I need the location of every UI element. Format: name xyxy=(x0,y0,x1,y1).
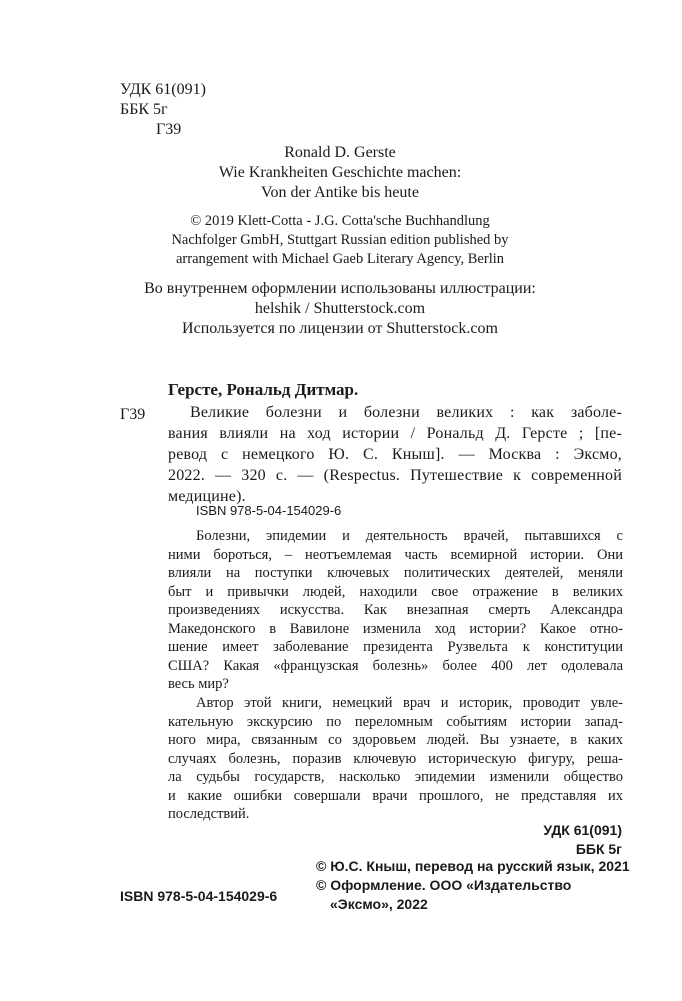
translation-copyright: © Ю.С. Кныш, перевод на русский язык, 2021 xyxy=(316,858,630,874)
bibliographic-author-heading: Герсте, Рональд Дитмар. xyxy=(168,380,359,399)
bbk-code-right: ББК 5г xyxy=(575,841,622,857)
annotation-paragraph-1 xyxy=(168,527,623,694)
annotation-line: произведениях искусства. Как внезапная смерть Александра xyxy=(168,602,623,618)
annotation-line: быт и привычки людей, находили свое отражение в великих xyxy=(168,583,623,600)
annotation-line: влияли на поступки ключевых политических деятелей, меняли xyxy=(168,565,623,581)
bibliographic-description xyxy=(168,402,622,507)
annotation-line: случаях болезнь, поразив ключевую историческую фигуру, реша- xyxy=(168,750,623,767)
annotation-line: весь мир? xyxy=(168,676,229,692)
annotation-line: последствий. xyxy=(168,806,250,822)
annotation-paragraph-2 xyxy=(168,694,623,824)
bibliographic-isbn: ISBN 978-5-04-154029-6 xyxy=(196,503,342,518)
original-title-line2: Von der Antike bis heute xyxy=(261,184,419,201)
annotation-line: кательную экскурсию по переломным событиям истории запад- xyxy=(168,713,623,730)
illustrations-line2: helshik / Shutterstock.com xyxy=(254,300,426,317)
copyright-line1: © 2019 Klett-Cotta - J.G. Cotta'sche Buchhandlung xyxy=(190,213,490,229)
copyright-line3: arrangement with Michael Gaeb Literary Agency, Berlin xyxy=(176,251,504,267)
annotation-line: Болезни, эпидемии и деятельность врачей, пытавшихся с xyxy=(196,528,623,544)
copyright-line2: Nachfolger GmbH, Stuttgart Russian edition published by xyxy=(171,232,509,248)
isbn-bottom: ISBN 978-5-04-154029-6 xyxy=(120,888,278,904)
original-author: Ronald D. Gerste xyxy=(284,144,396,161)
design-copyright: © Оформление. ООО «Издательство xyxy=(316,877,572,893)
annotation-line: ла судьбы государств, насколько эпидемии изменили общество xyxy=(168,769,623,785)
author-mark: Г39 xyxy=(156,121,182,138)
illustrations-line1: Во внутреннем оформлении использованы иллюстрации: xyxy=(144,280,536,297)
annotation-line: и какие ошибки совершали врачи прошлого, не представляя их xyxy=(168,787,623,804)
illustrations-line3: Используется по лицензии от Shutterstock.com xyxy=(182,320,498,337)
annotation-line: Македонского в Вавилоне изменила ход истории? Какое отно- xyxy=(168,620,623,637)
bbk-code: ББК 5г xyxy=(120,101,168,118)
bibliographic-line: Великие болезни и болезни великих : как заболе- xyxy=(190,404,622,421)
annotation-line: США? Какая «французская болезнь» более 400 лет одолевала xyxy=(168,657,623,674)
bibliographic-line: вания влияли на ход истории / Рональд Д. Герсте ; [пе- xyxy=(168,425,622,442)
udk-code: УДК 61(091) xyxy=(120,81,206,98)
udk-code-right: УДК 61(091) xyxy=(543,822,622,838)
bibliographic-code: Г39 xyxy=(120,406,146,423)
original-title-line1: Wie Krankheiten Geschichte machen: xyxy=(218,164,462,181)
annotation-line: ними бороться, – неотъемлемая часть всемирной истории. Они xyxy=(168,546,623,563)
annotation-line: Автор этой книги, немецкий врач и историк, проводит увле- xyxy=(196,695,623,711)
bibliographic-line: медицине). xyxy=(168,488,246,505)
annotation-line: шение имеет заболевание президента Рузвельта к конституции xyxy=(168,639,623,655)
annotation-line: ного мира, связанным со здоровьем людей. Вы узнаете, в каких xyxy=(168,732,623,748)
bibliographic-line: ревод с немецкого Ю. С. Кныш]. — Москва : Эксмо, xyxy=(168,446,622,463)
bibliographic-line: 2022. — 320 с. — (Respectus. Путешествие к современной xyxy=(168,467,622,484)
design-copyright-cont: «Эксмо», 2022 xyxy=(330,896,428,912)
